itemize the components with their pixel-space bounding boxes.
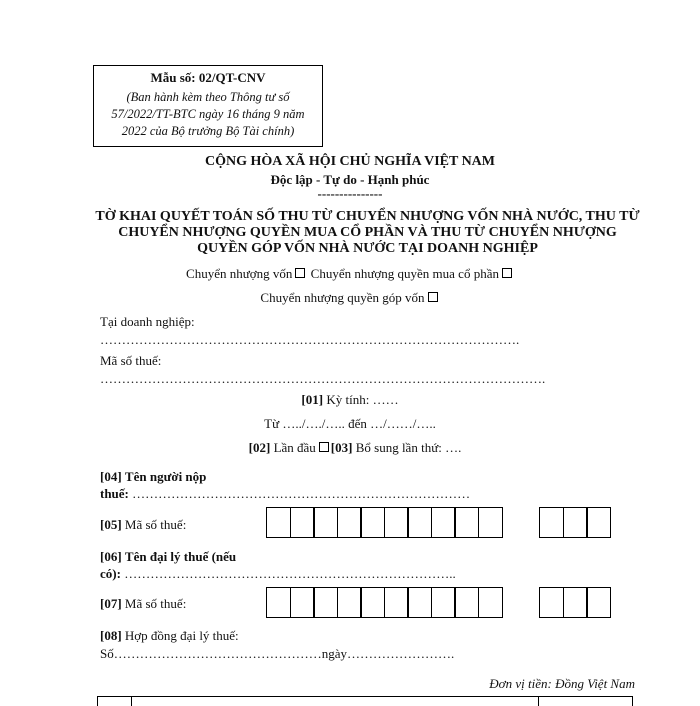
agent-contract-text: Hợp đồng đại lý thuế:	[124, 628, 239, 643]
option-share-rights-checkbox[interactable]	[502, 268, 512, 278]
agent-tax-code-text: Mã số thuế:	[124, 596, 187, 611]
agent-tax-code-suffix-boxes	[539, 587, 611, 618]
table-top-edge	[97, 696, 633, 706]
payer-name-text: Tên người nộp	[124, 469, 207, 484]
tax-digit-box[interactable]	[313, 507, 338, 538]
tax-digit-box[interactable]	[478, 507, 503, 538]
table-column-divider	[131, 697, 132, 706]
first-filing-label: Lần đầu	[273, 440, 316, 455]
tax-digit-box[interactable]	[266, 587, 291, 618]
first-filing-number: [02]	[248, 440, 271, 455]
supplement-number: [03]	[330, 440, 353, 455]
tax-digit-box[interactable]	[360, 587, 385, 618]
tax-code-field[interactable]: ………………………………………………………………………………………….	[100, 371, 546, 386]
tax-suffix-box[interactable]	[586, 507, 611, 538]
tax-digit-box[interactable]	[478, 587, 503, 618]
transfer-options-row-1	[80, 266, 620, 282]
payer-name-field[interactable]: ……………………………………………………………………	[132, 486, 471, 501]
agent-contract-number: [08]	[100, 628, 122, 643]
table-column-divider	[538, 697, 539, 706]
filing-type-line	[85, 440, 625, 456]
payer-name-label	[100, 469, 206, 485]
tax-digit-box[interactable]	[454, 587, 479, 618]
transfer-options-row-2	[80, 290, 620, 306]
tax-suffix-box[interactable]	[539, 507, 564, 538]
tax-digit-box[interactable]	[266, 507, 291, 538]
form-code: Mẫu số: 02/QT-CNV	[150, 70, 266, 85]
header-separator: ---------------	[317, 186, 383, 201]
period-range[interactable]: Từ …../…./….. đến …/……/…..	[264, 416, 436, 431]
option-contribution-checkbox[interactable]	[428, 292, 438, 302]
tax-digit-box[interactable]	[384, 587, 409, 618]
agent-tax-code-number: [07]	[100, 596, 122, 611]
payer-name-text-2: thuế:	[100, 486, 129, 501]
payer-tax-code-number: [05]	[100, 517, 122, 532]
payer-tax-code-suffix-boxes	[539, 507, 611, 538]
tax-digit-box[interactable]	[313, 587, 338, 618]
tax-suffix-box[interactable]	[563, 587, 588, 618]
form-issuance-note: (Ban hành kèm theo Thông tư số 57/2022/TT-BTC ngày 16 tháng 9 năm 2022 của Bộ trưởng Bộ Tài chính)	[111, 90, 305, 138]
tax-digit-box[interactable]	[407, 507, 432, 538]
agent-tax-code-boxes	[266, 587, 503, 618]
tax-digit-box[interactable]	[337, 507, 362, 538]
agent-tax-code-label	[100, 596, 186, 612]
agent-name-line	[100, 566, 456, 582]
tax-digit-box[interactable]	[431, 587, 456, 618]
tax-digit-box[interactable]	[360, 507, 385, 538]
tax-digit-box[interactable]	[384, 507, 409, 538]
tax-digit-box[interactable]	[290, 587, 315, 618]
motto: Độc lập - Tự do - Hạnh phúc	[270, 172, 430, 187]
tax-digit-box[interactable]	[337, 587, 362, 618]
agent-name-label	[100, 549, 236, 565]
nation-title: CỘNG HÒA XÃ HỘI CHỦ NGHĨA VIỆT NAM	[204, 154, 495, 169]
agent-name-text-2: có):	[100, 566, 121, 581]
payer-name-number: [04]	[100, 469, 122, 484]
document-title: TỜ KHAI QUYẾT TOÁN SỐ THU TỪ CHUYỂN NHƯỢNG VỐN NHÀ NƯỚC, THU TỪ CHUYỂN NHƯỢNG QUYỀN MUA CỔ PHẦN VÀ THU TỪ CHUYỂN NHƯỢNG QUYỀN GÓP VỐN NHÀ NƯỚC TẠI DOANH NGHIỆP	[95, 209, 640, 256]
period-number: [01]	[301, 392, 324, 407]
payer-tax-code-label	[100, 517, 186, 533]
tax-digit-box[interactable]	[454, 507, 479, 538]
agent-contract-label	[100, 628, 239, 644]
agent-name-text: Tên đại lý thuế (nếu	[124, 549, 237, 564]
enterprise-field[interactable]: …………………………………………………………………………………….	[100, 332, 520, 347]
tax-code-label: Mã số thuế:	[100, 353, 162, 368]
option-contribution-label: Chuyển nhượng quyền góp vốn	[260, 290, 425, 305]
tax-suffix-box[interactable]	[586, 587, 611, 618]
tax-digit-box[interactable]	[431, 507, 456, 538]
payer-name-line	[100, 486, 470, 502]
period-line	[80, 392, 620, 408]
tax-digit-box[interactable]	[290, 507, 315, 538]
agent-name-number: [06]	[100, 549, 122, 564]
tax-suffix-box[interactable]	[539, 587, 564, 618]
first-filing-checkbox[interactable]	[319, 442, 329, 452]
enterprise-label: Tại doanh nghiệp:	[100, 314, 195, 329]
option-capital-checkbox[interactable]	[295, 268, 305, 278]
supplement-label: Bổ sung lần thứ: ….	[355, 440, 462, 455]
tax-suffix-box[interactable]	[563, 507, 588, 538]
agent-name-field[interactable]: …………………………………………………………………..	[124, 566, 456, 581]
payer-tax-code-boxes	[266, 507, 503, 538]
form-code-box	[93, 65, 323, 147]
payer-tax-code-text: Mã số thuế:	[124, 517, 187, 532]
agent-contract-field[interactable]: Số…………………………………………ngày…………………….	[100, 646, 455, 661]
period-label: Kỳ tính: ……	[326, 392, 399, 407]
currency-unit: Đơn vị tiền: Đồng Việt Nam	[489, 676, 635, 691]
option-share-rights-label: Chuyển nhượng quyền mua cổ phần	[310, 266, 499, 281]
tax-digit-box[interactable]	[407, 587, 432, 618]
option-capital-label: Chuyển nhượng vốn	[186, 266, 293, 281]
